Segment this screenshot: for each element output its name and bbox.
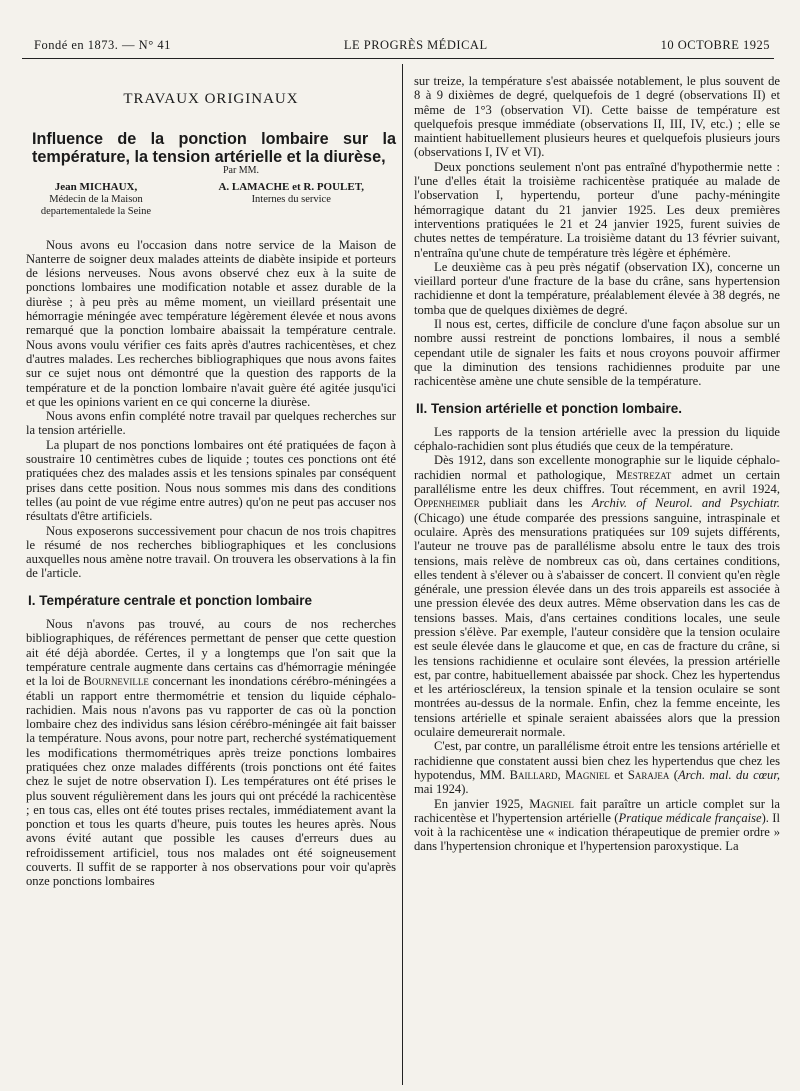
author-name: Bourneville — [83, 674, 149, 689]
section2-paragraph: En janvier 1925, Magniel fait paraître un article complet sur la rachicentèse et l'hypertension artérielle (Pratique médicale française). Il voit à la rachicentèse une « indication thérapeutique de premier ordre » dans l'hypertension chronique et l'hypertension paroxystique. La — [414, 796, 780, 854]
intro-paragraph: Nous exposerons successivement pour chacun de nos trois chapitres le résumé de nos recherches bibliographiques et les conclusions auxquelles nous amène notre travail. On trouvera les observations à la fin de l'article. — [26, 523, 396, 581]
running-header — [34, 38, 770, 53]
author-2-name: A. LAMACHE et R. POULET, — [218, 180, 364, 193]
author-name: Mestrezat — [616, 467, 672, 482]
article-title: Influence de la ponction lombaire sur la température, la tension artérielle et la diurèse, — [32, 130, 396, 167]
section1-paragraph: Nous n'avons pas trouvé, au cours de nos recherches bibliographiques, de références permettant de penser que cette question ait été déjà abordée. Certes, il y a longtemps que l'on sait que la température centrale augmente dans certains cas d'hémorragie méningée et la loi de Bourneville concernant les inondations cérébro-méningées a établi un rapport entre thermométrie et tension du liquide céphalo-rachidien. Mais nous n'avons pas vu rapporter de cas où la ponction lombaire chez des individus sans lésion cérébro-méningée ait fait baisser la température. Nous avons, pour notre part, recherché systématiquement les modifications thermométriques après treize ponctions lombaires pratiquées chez onze malades différents (trois ponctions ont été faites chez le sujet de notre observation I). Les températures ont été prises le plus souvent régulièrement dans les jours qui ont précédé la rachicentèse ; en tous cas, elles ont été toutes prises rectales, immédiatement avant la ponction et tous les quarts d'heure, puis toutes les heures après. Nous avons évité autant que possible les causes d'erreurs dues au refroidissement artificiel, tous nos malades ont été soigneusement couverts. Il suffit de se rapporter à nos observations pour voir qu'après onze ponctions lombaires — [26, 617, 396, 889]
body-paragraph: Deux ponctions seulement n'ont pas entraîné d'hypothermie nette : l'une d'elles était la troisième rachicentèse pratiquée au malade de l'observation I, hypertendu, porteur d'une pachy-méningite hémorragique datant du 21 janvier 1925. Les deux premières interventions pratiquées le 21 et 24 janvier 1925, furent suivies de chutes nettes de température. La troisième datant du 13 février suivant, n'entraîna qu'une chute de température très légère et éphémère. — [414, 159, 780, 260]
section2-paragraph: Les rapports de la tension artérielle avec la pression du liquide céphalo-rachidien sont plus étudiés que ceux de la température. — [414, 424, 780, 454]
author-name: Magniel — [529, 796, 574, 811]
journal-title: Arch. mal. du cœur, — [677, 767, 781, 782]
author-name: Magniel — [565, 767, 610, 782]
section-heading-1: I. Température centrale et ponction lombaire — [28, 592, 313, 608]
author-name: Sarajea — [627, 767, 670, 782]
author-2-role: Internes du service — [251, 193, 331, 205]
body-paragraph: Le deuxième cas à peu près négatif (observation IX), concerne un vieillard porteur d'une fracture de la base du crâne, sans hypertension rachidienne et dont la température, préalablement élevée à 38 degrés, ne tomba que de quelques dixièmes de degré. — [414, 259, 780, 317]
header-left: Fondé en 1873. — N° 41 — [34, 38, 171, 52]
author-name: Baillard — [509, 767, 558, 782]
section2-paragraph: C'est, par contre, un parallélisme étroit entre les tensions artérielle et rachidienne que constatent aussi bien chez les hypertendus que chez les hypotendus, MM. Baillard, Magniel et Sarajea (Arch. mal. du cœur, mai 1924). — [414, 739, 781, 797]
section2-paragraph: Dès 1912, dans son excellente monographie sur le liquide céphalo-rachidien normal et pathologique, Mestrezat admet un certain parallélisme entre les deux chiffres. Tout récemment, en avril 1924, Oppenheimer publiait dans les Archiv. of Neurol. and Psychiatr. (Chicago) une étude comparée des pressions sanguine, intraspinale et oculaire. Après des mensurations pratiquées sur 109 sujets différents, l'auteur ne trouve pas de parallélisme absolu entre le taux des trois tensions, mais relève de nombreux cas où, dans certaines conditions, elles tendent à s'élever ou à s'abaisser de concert. Il convient qu'en règle générale, une pression élevée dans un des trois appareils est associée à une pression élevée des deux autres. Même observation dans les cas de tensions basses. Mais, d'ans certaines conditions locales, une seule pression s'élève. Par exemple, l'auteur considère que la tension oculaire est seule élevée dans le glaucome et que, en cas de fracture du crâne, si les tensions rachidienne et oculaire sont élevées, la pression artérielle est, par contre, habituellement abaissée par shock. Chez les hypertendus et les artérioscléreux, la tension spinale et la tension oculaire se sont montrées au-dessus de la normale. Enfin, chez la femme enceinte, les tensions artérielle et spinale seraient abaissées alors que la pression oculaire demeurerait normale. — [414, 453, 780, 740]
author-name: Oppenheimer — [414, 496, 480, 511]
byline: Par MM. — [222, 165, 260, 177]
header-rule — [22, 58, 774, 59]
left-column — [26, 76, 396, 889]
header-center: LE PROGRÈS MÉDICAL — [343, 38, 488, 52]
intro-paragraph: La plupart de nos ponctions lombaires ont été pratiquées de façon à soustraire 10 centimètres cubes de liquide ; toutes ces ponctions ont été pratiquées chez des malades assis et les tensions spinales par conséquent prises dans cette position. Nous nous sommes mis dans des conditions telles (au point de vue régime entre autres) qu'on ne peut pas accuser nos résultats d'être artificiels. — [26, 437, 396, 524]
author-2 — [218, 181, 364, 218]
section-label: TRAVAUX ORIGINAUX — [123, 91, 299, 107]
journal-title: Pratique médicale française — [618, 810, 762, 825]
author-1-role: Médecin de la Maison departementalede la Seine — [40, 193, 152, 217]
intro-paragraph: Nous avons enfin complété notre travail par quelques recherches sur la tension artérielle. — [26, 409, 396, 438]
right-column — [414, 74, 780, 854]
author-1-name: Jean MICHAUX, — [54, 180, 138, 193]
authors — [26, 181, 396, 218]
column-divider — [402, 64, 403, 1085]
section-heading-2: II. Tension artérielle et ponction lombaire. — [416, 400, 683, 416]
intro-paragraph: Nous avons eu l'occasion dans notre service de la Maison de Nanterre de soigner deux malades atteints de diabète insipide et porteurs de lésions nerveuses. Nous avons observé chez eux à la suite de ponctions lombaires une modification notable et assez durable de la diurèse ; à peu près au même moment, un vieillard présentait une hémorragie méningée avec température légèrement élevée et nous avons remarqué que la ponction lombaire abaissait la température centrale. Nous avons voulu vérifier ces faits après d'autres rachicentèses, et chez d'autres malades. Les recherches bibliographiques que nous avons faites sur ce sujet nous ont démontré que la question des rapports de la température et de la ponction lombaire n'avait guère été agitée jusqu'ici et que les opinions varient en ce qui concerne la diurèse. — [26, 237, 396, 409]
author-1 — [26, 181, 166, 218]
body-paragraph: Il nous est, certes, difficile de conclure d'une façon absolue sur un nombre aussi restreint de ponctions lombaires, il nous a semblé cependant utile de signaler les faits et nous croyons pouvoir affirmer que la diminution des tensions rachidiennes produite par une rachicentèse amène une chute sensible de la température. — [414, 317, 780, 389]
header-right: 10 OCTOBRE 1925 — [660, 38, 770, 52]
continued-paragraph: sur treize, la température s'est abaissée notablement, le plus souvent de 8 à 9 dixièmes de degré, quelquefois de 1 degré (observations II) et même de 1°3 (observation VI). Cette baisse de température est quelquefois presque immédiate (observations II, III, IV, etc.) ; elle se maintient habituellement plusieurs heures et quelquefois plusieurs jours (observations I, IV et VI). — [414, 74, 780, 160]
journal-title: Archiv. of Neurol. and Psychiatr. — [591, 496, 780, 511]
